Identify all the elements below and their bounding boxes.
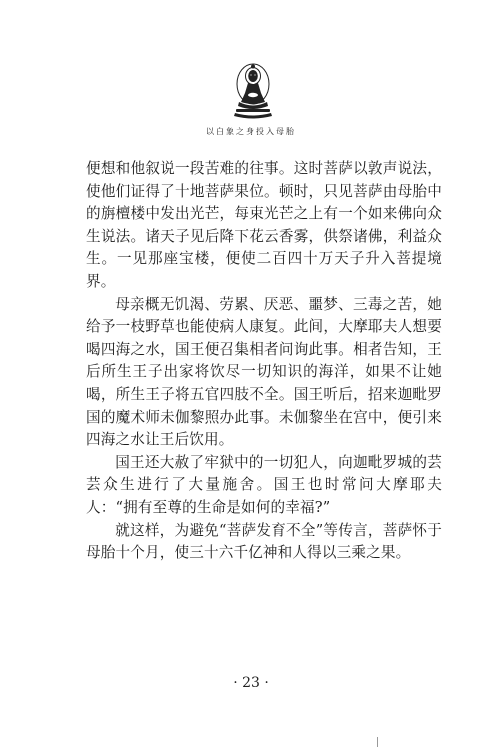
seated-buddha-icon xyxy=(231,62,275,122)
paragraph: 国王还大赦了牢狱中的一切犯人，向迦毗罗城的芸芸众生进行了大量施舍。国王也时常问大摩耶夫人：“拥有至尊的生命是如何的幸福?” xyxy=(86,453,442,516)
paragraph: 便想和他叙说一段苦难的往事。这时菩萨以敦声说法，使他们证得了十地菩萨果位。顿时，只见菩萨由母胎中的旃檀楼中发出光芒，每束光芒之上有一个如来佛向众生说法。诸天子见后降下花云香雾，供祭诸佛，利益众生。一见那座宝楼，便使二百四十万天子升入菩提境界。 xyxy=(86,160,442,290)
scan-edge-mark xyxy=(377,737,378,747)
paragraph: 母亲概无饥渴、劳累、厌恶、噩梦、三毒之苦，她给予一枝野草也能使病人康复。此间，大摩耶夫人想要喝四海之水，国王便召集相者问询此事。相者告知，王后所生王子出家将饮尽一切知识的海洋，如果不让她喝，所生王子将五官四肢不全。国王听后，招来迦毗罗国的魔术师未伽黎照办此事。未伽黎坐在宫中，便引来四海之水让王后饮用。 xyxy=(86,295,442,449)
illustration-caption: 以白象之身投入母胎 xyxy=(206,127,296,136)
paragraph: 就这样，为避免“菩萨发育不全”等传言，菩萨怀于母胎十个月，使三十六千亿神和人得以三乘之果。 xyxy=(86,521,442,562)
body-text xyxy=(86,158,442,565)
page-number: · 23 · xyxy=(233,675,269,691)
